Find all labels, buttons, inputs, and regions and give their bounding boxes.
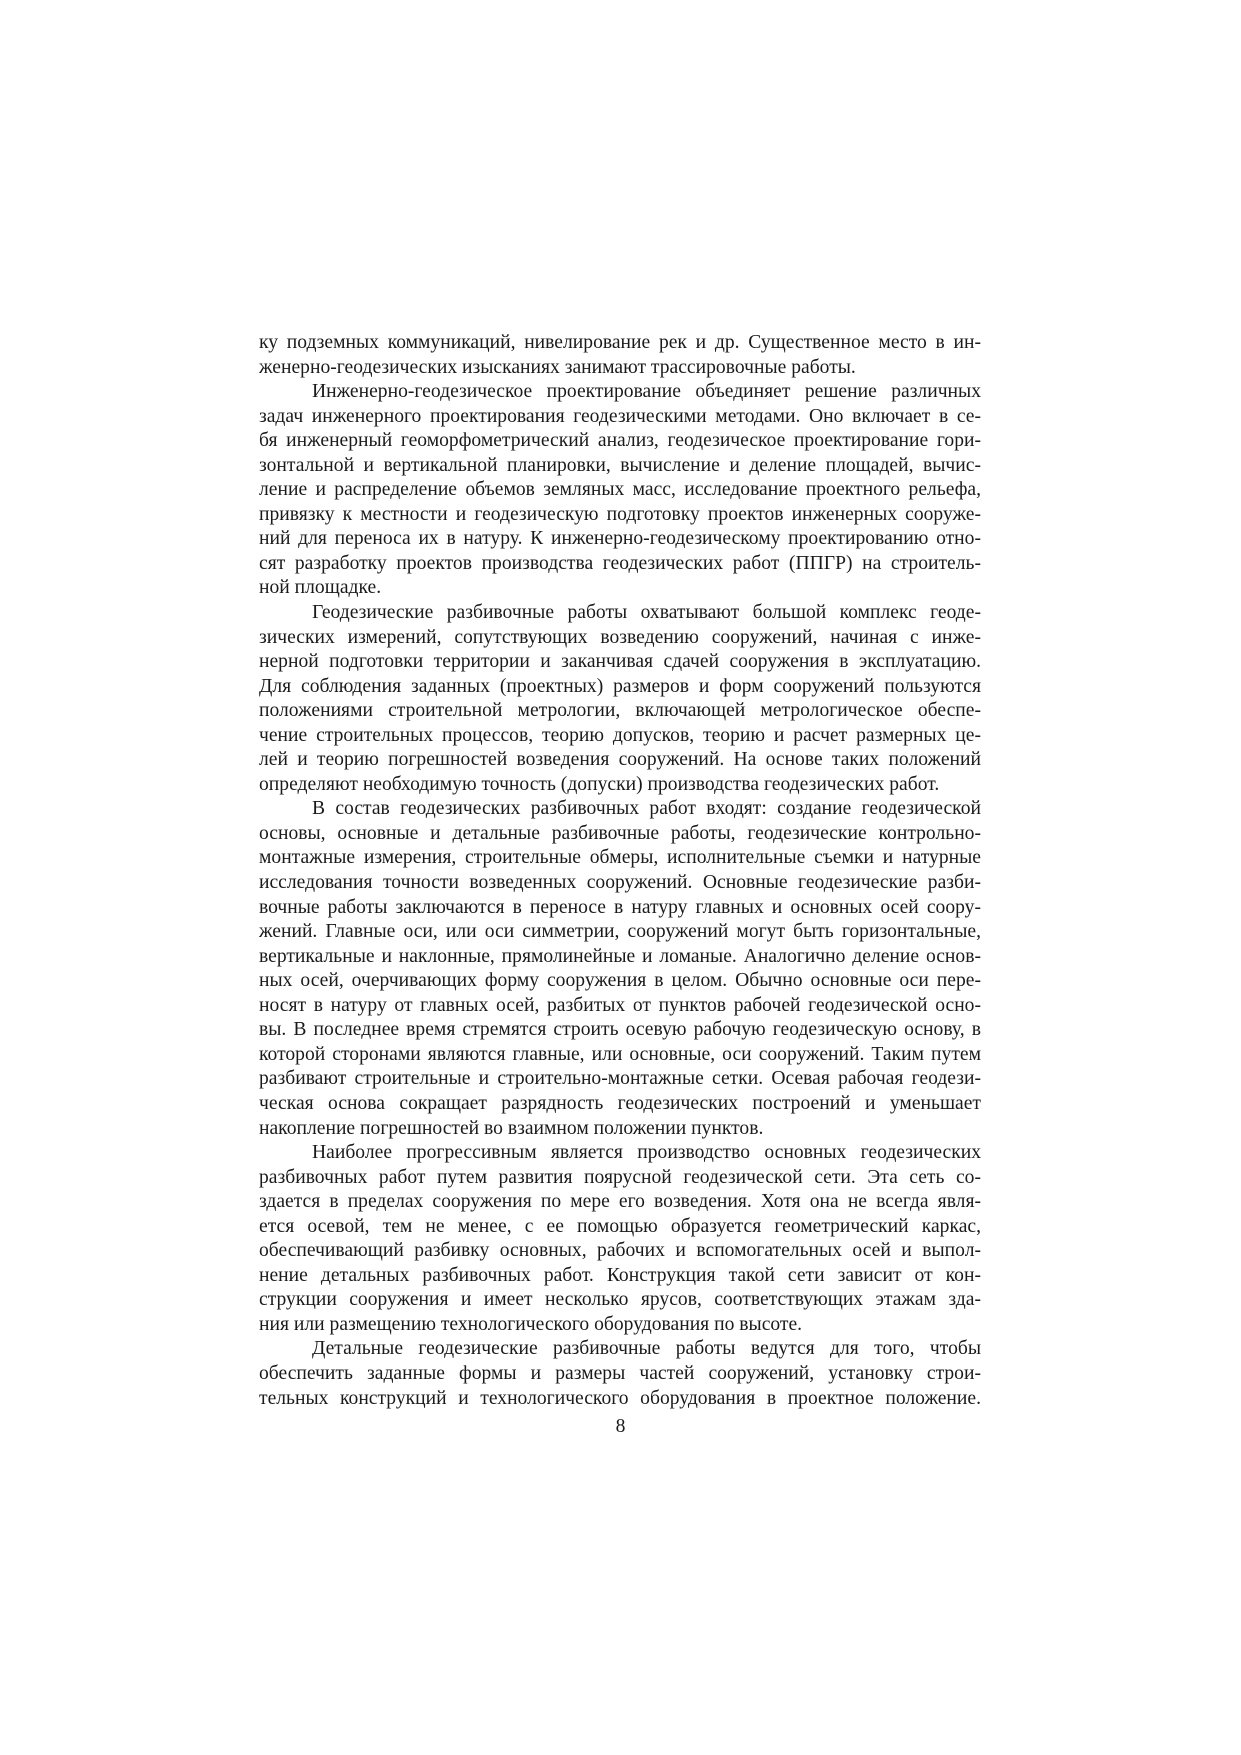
text-line: ку подземных коммуникаций, нивелирование рек и др. Существенное место в ин- <box>259 332 981 353</box>
text-line: исследования точности возведенных сооружений. Основные геодезические разби- <box>259 872 981 894</box>
text-line: Детальные геодезические разбивочные работы ведутся для того, чтобы <box>312 1338 981 1360</box>
text-line: ческая основа сокращает разрядность геодезических построений и уменьшает <box>259 1092 981 1114</box>
text-line: задач инженерного проектирования геодезическими методами. Оно включает в се- <box>259 405 981 427</box>
text-line: разбивочных работ путем развития поярусной геодезической сети. Эта сеть со- <box>259 1166 981 1188</box>
paragraph <box>259 1337 981 1411</box>
text-line: накопление погрешностей во взаимном положении пунктов. <box>259 1117 764 1139</box>
text-line: обеспечивающий разбивку основных, рабочих и вспомогательных осей и выпол- <box>259 1240 981 1262</box>
text-line: Для соблюдения заданных (проектных) размеров и форм сооружений пользуются <box>259 675 981 697</box>
text-line: вочные работы заключаются в переносе в натуру главных и основных осей соору- <box>259 896 981 918</box>
text-line: определяют необходимую точность (допуски) производства геодезических работ. <box>259 773 940 795</box>
text-line: ний для переноса их в натуру. К инженерно-геодезическому проектированию отно- <box>259 528 981 550</box>
body-text <box>259 331 981 1411</box>
text-line: ной площадке. <box>259 577 382 599</box>
text-line: тельных конструкций и технологического оборудования в проектное положение. <box>259 1387 981 1409</box>
text-line: жений. Главные оси, или оси симметрии, сооружений могут быть горизонтальные, <box>259 921 981 943</box>
page-number: 8 <box>615 1416 626 1437</box>
text-line: Инженерно-геодезическое проектирование объединяет решение различных <box>312 381 981 403</box>
text-line: Геодезические разбивочные работы охватывают большой комплекс геоде- <box>312 602 981 624</box>
paragraph <box>259 380 981 601</box>
text-line: нерной подготовки территории и заканчивая сдачей сооружения в эксплуатацию. <box>259 651 981 673</box>
text-line: положениями строительной метрологии, включающей метрологическое обеспе- <box>259 700 981 722</box>
text-line: нение детальных разбивочных работ. Конструкция такой сети зависит от кон- <box>259 1264 981 1286</box>
text-line: зонтальной и вертикальной планировки, вычисление и деление площадей, вычис- <box>259 454 981 476</box>
text-line: струкции сооружения и имеет несколько ярусов, соответствующих этажам зда- <box>259 1289 981 1311</box>
text-line: зических измерений, сопутствующих возведению сооружений, начиная с инже- <box>259 626 981 648</box>
text-line: здается в пределах сооружения по мере его возведения. Хотя она не всегда явля- <box>259 1191 981 1213</box>
text-line: обеспечить заданные формы и размеры частей сооружений, установку строи- <box>259 1362 981 1384</box>
text-line: ление и распределение объемов земляных масс, исследование проектного рельефа, <box>259 479 981 501</box>
paragraph <box>259 1141 981 1337</box>
text-line: женерно-геодезических изысканиях занимают трассировочные работы. <box>259 356 856 378</box>
paragraph <box>259 797 981 1141</box>
text-line: разбивают строительные и строительно-монтажные сетки. Осевая рабочая геодези- <box>259 1068 981 1090</box>
text-line: лей и теорию погрешностей возведения сооружений. На основе таких положений <box>259 749 981 771</box>
text-line: монтажные измерения, строительные обмеры, исполнительные съемки и натурные <box>259 847 981 869</box>
text-line: основы, основные и детальные разбивочные работы, геодезические контрольно- <box>259 822 981 844</box>
text-line: вертикальные и наклонные, прямолинейные и ломаные. Аналогично деление основ- <box>259 945 981 967</box>
text-line: сят разработку проектов производства геодезических работ (ППГР) на строитель- <box>259 552 981 574</box>
text-line: ния или размещению технологического оборудования по высоте. <box>259 1313 803 1335</box>
text-line: ных осей, очерчивающих форму сооружения в целом. Обычно основные оси пере- <box>259 970 981 992</box>
text-line: которой сторонами являются главные, или основные, оси сооружений. Таким путем <box>259 1043 981 1065</box>
text-line: В состав геодезических разбивочных работ входят: создание геодезической <box>312 798 981 820</box>
text-line: бя инженерный геоморфометрический анализ, геодезическое проектирование гори- <box>259 430 981 452</box>
paragraph <box>259 331 981 380</box>
text-line: носят в натуру от главных осей, разбитых от пунктов рабочей геодезической осно- <box>259 994 981 1016</box>
text-line: Наиболее прогрессивным является производство основных геодезических <box>312 1142 981 1164</box>
text-line: привязку к местности и геодезическую подготовку проектов инженерных сооруже- <box>259 503 981 525</box>
paragraph <box>259 601 981 797</box>
text-line: ется осевой, тем не менее, с ее помощью образуется геометрический каркас, <box>259 1215 981 1237</box>
text-line: вы. В последнее время стремятся строить осевую рабочую геодезическую основу, в <box>259 1019 981 1041</box>
text-line: чение строительных процессов, теорию допусков, теорию и расчет размерных це- <box>259 724 981 746</box>
